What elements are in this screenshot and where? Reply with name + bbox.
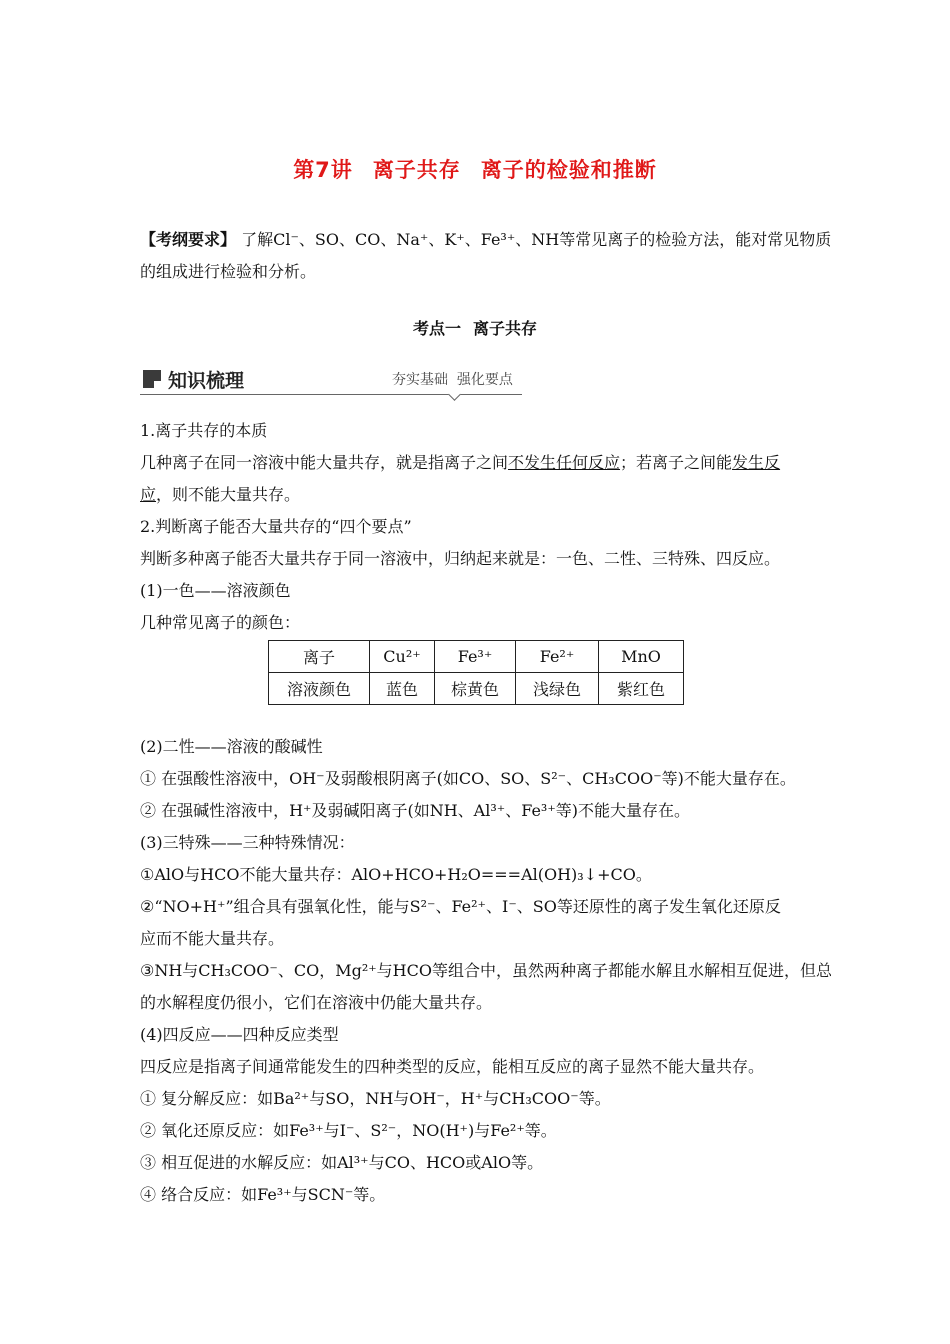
title-topic-2: 离子的检验和推断 xyxy=(480,158,657,182)
special-line3a: ③NH与CH₃COO⁻、CO，Mg²⁺与HCO等组合中，虽然两种离子都能水解且水解相互促进，但总 xyxy=(140,961,832,980)
reaction-line1: ① 复分解反应：如Ba²⁺与SO，NH与OH⁻，H⁺与CH₃COO⁻等。 xyxy=(140,1089,611,1108)
special-line2b: 应而不能大量共存。 xyxy=(140,929,285,948)
banner-subtitle xyxy=(392,369,513,389)
reaction-heading: (4)四反应——四种反应类型 xyxy=(140,1025,339,1044)
square-icon xyxy=(143,370,161,388)
ion-color-table xyxy=(268,640,684,705)
section1-text-b: ；若离子之间能 xyxy=(620,453,733,472)
section2-intro: 判断多种离子能否大量共存于同一溶液中，归纳起来就是：一色、二性、三特殊、四反应。 xyxy=(140,549,781,568)
special-line3b: 的水解程度仍很小，它们在溶液中仍能大量共存。 xyxy=(140,993,493,1012)
color-heading: (1)一色——溶液颜色 xyxy=(140,581,291,600)
reaction-line3: ③ 相互促进的水解反应：如Al³⁺与CO、HCO或AlO等。 xyxy=(140,1153,544,1172)
knowledge-banner xyxy=(140,364,522,396)
syllabus-label: 【考纲要求】 xyxy=(140,230,237,249)
section1-text-line1 xyxy=(140,452,780,474)
blank-answer-2a: 发生反 xyxy=(732,453,781,472)
blank-answer-2b: 应 xyxy=(140,485,157,504)
exam-point-name: 离子共存 xyxy=(473,319,538,338)
title-topic-1: 离子共存 xyxy=(372,158,461,182)
table-cell: MnO xyxy=(599,641,684,673)
special-heading: (3)三特殊——三种特殊情况： xyxy=(140,833,355,852)
banner-sub-2: 强化要点 xyxy=(456,372,513,388)
table-cell: 紫红色 xyxy=(599,673,684,705)
color-intro: 几种常见离子的颜色： xyxy=(140,613,301,632)
acidity-line2: ② 在强碱性溶液中，H⁺及弱碱阳离子(如NH、Al³⁺、Fe³⁺等)不能大量存在。 xyxy=(140,801,691,820)
table-cell: 棕黄色 xyxy=(435,673,516,705)
table-cell: Fe³⁺ xyxy=(435,641,516,673)
exam-point-label: 考点一 xyxy=(412,319,461,338)
table-cell: 离子 xyxy=(269,641,370,673)
section1-text-line2 xyxy=(140,484,300,506)
section2-heading: 2.判断离子能否大量共存的“四个要点” xyxy=(140,517,412,536)
banner-sub-1: 夯实基础 xyxy=(392,372,448,388)
syllabus-text-line1: 了解Cl⁻、SO、CO、Na⁺、K⁺、Fe³⁺、NH等常见离子的检验方法，能对常见物质 xyxy=(241,230,832,249)
special-line2a: ②“NO+H⁺”组合具有强氧化性，能与S²⁻、Fe²⁺、I⁻、SO等还原性的离子发生氧化还原反 xyxy=(140,897,781,916)
banner-rule xyxy=(140,394,522,395)
reaction-line4: ④ 络合反应：如Fe³⁺与SCN⁻等。 xyxy=(140,1185,386,1204)
lecture-number: 第7讲 xyxy=(293,158,353,182)
acidity-line1: ① 在强酸性溶液中，OH⁻及弱酸根阴离子(如CO、SO、S²⁻、CH₃COO⁻等)不能大量存在。 xyxy=(140,769,796,788)
table-cell: Cu²⁺ xyxy=(370,641,435,673)
table-cell: Fe²⁺ xyxy=(516,641,599,673)
reaction-intro: 四反应是指离子间通常能发生的四种类型的反应，能相互反应的离子显然不能大量共存。 xyxy=(140,1057,765,1076)
blank-answer-1: 不发生任何反应 xyxy=(508,453,621,472)
table-cell: 浅绿色 xyxy=(516,673,599,705)
table-row xyxy=(269,641,684,673)
exam-point-heading xyxy=(0,316,950,339)
banner-title: 知识梳理 xyxy=(168,370,245,392)
acidity-heading: (2)二性——溶液的酸碱性 xyxy=(140,737,323,756)
special-line1: ①AlO与HCO不能大量共存：AlO+HCO+H₂O===Al(OH)₃↓+CO。 xyxy=(140,865,652,884)
table-row xyxy=(269,673,684,705)
section1-text-a: 几种离子在同一溶液中能大量共存，就是指离子之间 xyxy=(140,453,509,472)
section1-heading: 1.离子共存的本质 xyxy=(140,421,268,440)
reaction-line2: ② 氧化还原反应：如Fe³⁺与I⁻、S²⁻，NO(H⁺)与Fe²⁺等。 xyxy=(140,1121,557,1140)
table-cell: 溶液颜色 xyxy=(269,673,370,705)
page-title xyxy=(0,154,950,184)
syllabus-requirements xyxy=(140,224,832,288)
table-cell: 蓝色 xyxy=(370,673,435,705)
banner-notch xyxy=(448,388,461,401)
section1-text-c: ，则不能大量共存。 xyxy=(156,485,301,504)
syllabus-text-line2: 的组成进行检验和分析。 xyxy=(140,262,317,281)
